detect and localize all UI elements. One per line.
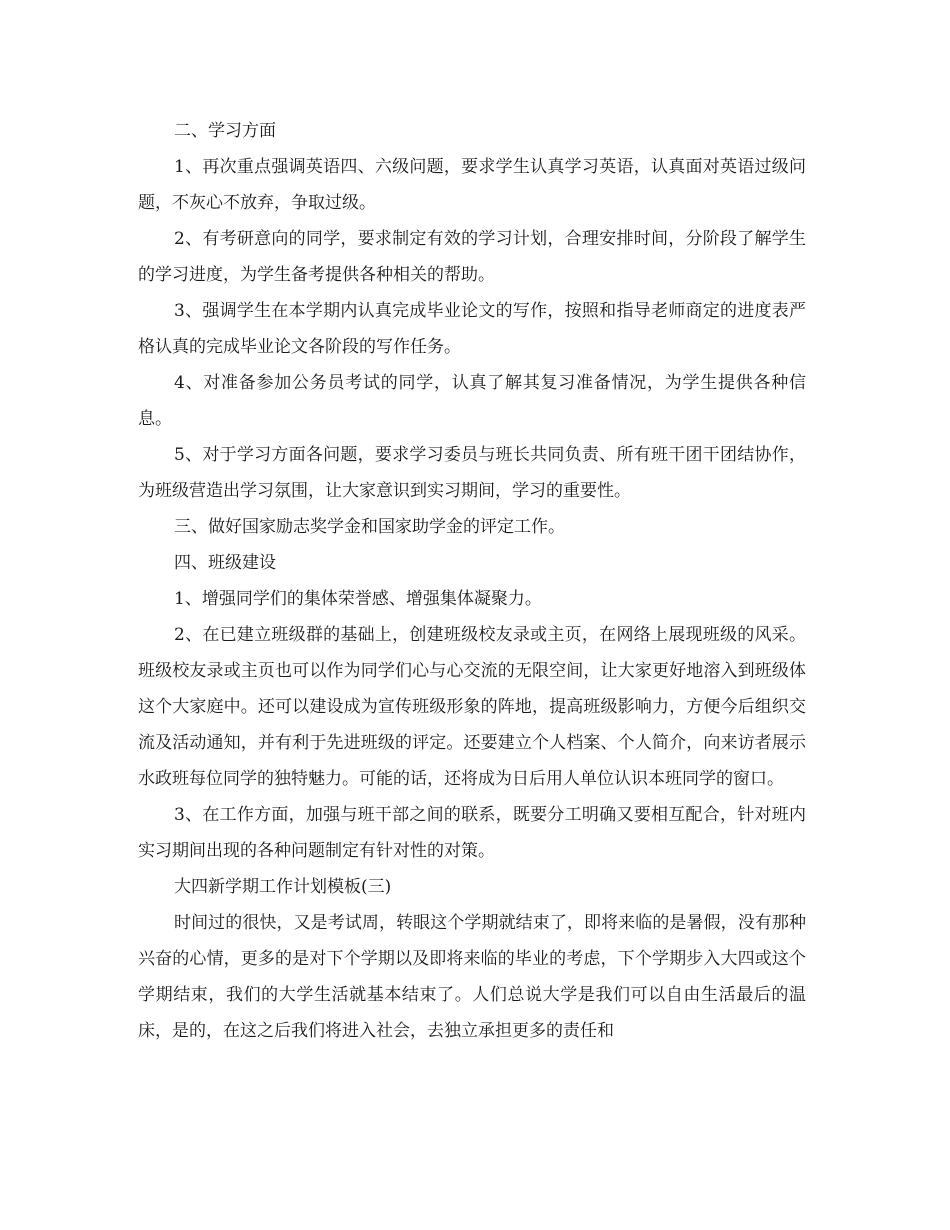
paragraph-study-4: 4、对准备参加公务员考试的同学，认真了解其复习准备情况，为学生提供各种信息。 — [138, 373, 806, 429]
paragraph-class-2: 2、在已建立班级群的基础上，创建班级校友录或主页，在网络上展现班级的风采。班级校友录或主页也可以作为同学们心与心交流的无限空间，让大家更好地溶入到班级体这个大家庭中。还可以建设成为宣传班级形象的阵地，提高班级影响力，方便今后组织交流及活动通知，并有利于先进班级的评定。还要建立个人档案、个人简介，向来访者展示水政班每位同学的独特魅力。可能的话，还将成为日后用人单位认识本班同学的窗口。 — [138, 625, 806, 789]
paragraph-study-5: 5、对于学习方面各问题，要求学习委员与班长共同负责、所有班干团干团结协作，为班级营造出学习氛围，让大家意识到实习期间，学习的重要性。 — [138, 445, 806, 501]
heading-study: 二、学习方面 — [174, 121, 276, 141]
paragraph-study-3: 3、强调学生在本学期内认真完成毕业论文的写作，按照和指导老师商定的进度表严格认真的完成毕业论文各阶段的写作任务。 — [138, 301, 806, 357]
paragraph-class-3: 3、在工作方面，加强与班干部之间的联系，既要分工明确又要相互配合，针对班内实习期间出现的各种问题制定有针对性的对策。 — [138, 805, 806, 861]
paragraph-intro: 时间过的很快，又是考试周，转眼这个学期就结束了，即将来临的是暑假，没有那种兴奋的心情，更多的是对下个学期以及即将来临的毕业的考虑，下个学期步入大四或这个学期结束，我们的大学生活就基本结束了。人们总说大学是我们可以自由生活最后的温床，是的，在这之后我们将进入社会，去独立承担更多的责任和 — [138, 913, 806, 1041]
heading-class-building: 四、班级建设 — [174, 553, 276, 573]
paragraph-class-1: 1、增强同学们的集体荣誉感、增强集体凝聚力。 — [174, 589, 542, 609]
document-body — [138, 113, 806, 1049]
paragraph-study-2: 2、有考研意向的同学，要求制定有效的学习计划，合理安排时间，分阶段了解学生的学习进度，为学生备考提供各种相关的帮助。 — [138, 229, 806, 285]
section-title-template-3: 大四新学期工作计划模板(三) — [174, 877, 392, 897]
heading-scholarship: 三、做好国家励志奖学金和国家助学金的评定工作。 — [174, 517, 565, 537]
paragraph-study-1: 1、再次重点强调英语四、六级问题，要求学生认真学习英语，认真面对英语过级问题，不灰心不放弃，争取过级。 — [138, 157, 806, 213]
